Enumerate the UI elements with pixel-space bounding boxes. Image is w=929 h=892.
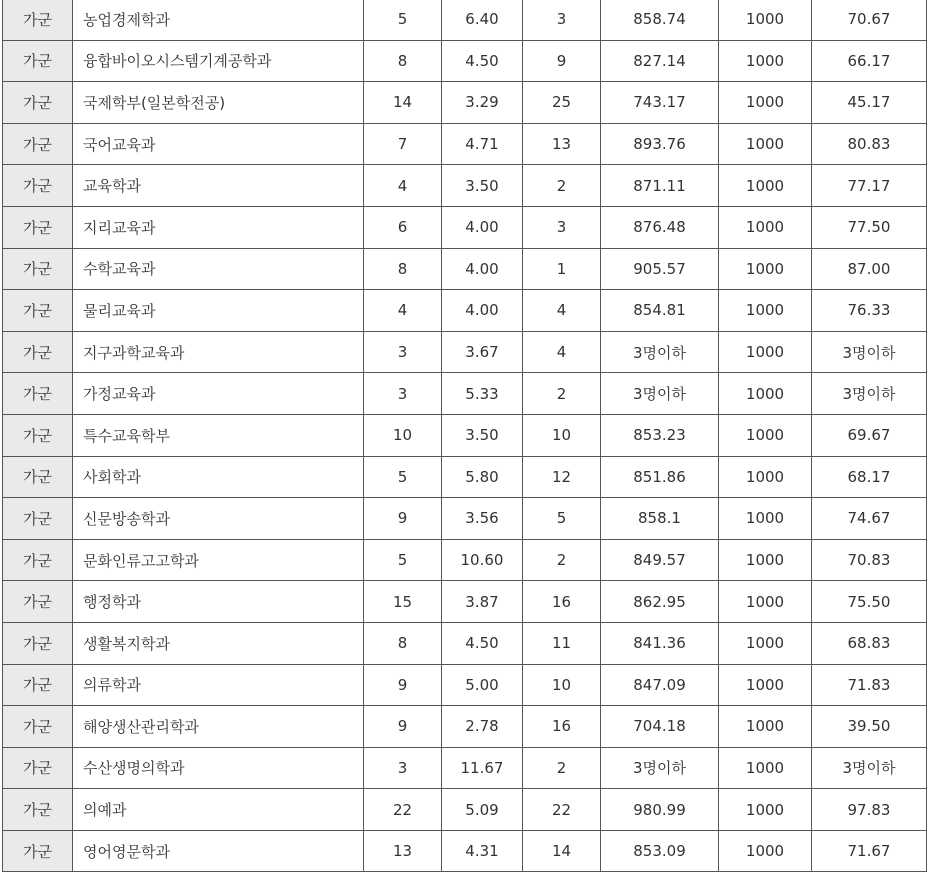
score-cell: 876.48 [601, 206, 719, 248]
group-cell: 가군 [3, 498, 73, 540]
competition-rate-cell: 4.00 [442, 248, 523, 290]
waitlist-cell: 2 [523, 539, 601, 581]
competition-rate-cell: 4.50 [442, 40, 523, 82]
group-cell: 가군 [3, 206, 73, 248]
score-cell: 854.81 [601, 290, 719, 332]
waitlist-cell: 2 [523, 373, 601, 415]
competition-rate-cell: 3.67 [442, 331, 523, 373]
percentile-cell: 76.33 [812, 290, 927, 332]
waitlist-cell: 1 [523, 248, 601, 290]
group-cell: 가군 [3, 664, 73, 706]
waitlist-cell: 3 [523, 0, 601, 40]
score-cell: 3명이하 [601, 373, 719, 415]
waitlist-cell: 2 [523, 165, 601, 207]
quota-cell: 9 [364, 706, 442, 748]
percentile-cell: 75.50 [812, 581, 927, 623]
competition-rate-cell: 4.00 [442, 290, 523, 332]
quota-cell: 5 [364, 539, 442, 581]
percentile-cell: 39.50 [812, 706, 927, 748]
max-score-cell: 1000 [719, 539, 812, 581]
waitlist-cell: 2 [523, 747, 601, 789]
quota-cell: 8 [364, 40, 442, 82]
waitlist-cell: 5 [523, 498, 601, 540]
percentile-cell: 3명이하 [812, 373, 927, 415]
score-cell: 871.11 [601, 165, 719, 207]
group-cell: 가군 [3, 331, 73, 373]
table-row [3, 539, 927, 581]
waitlist-cell: 13 [523, 123, 601, 165]
percentile-cell: 71.67 [812, 830, 927, 872]
table-row [3, 581, 927, 623]
percentile-cell: 3명이하 [812, 331, 927, 373]
table-row [3, 789, 927, 831]
quota-cell: 8 [364, 622, 442, 664]
quota-cell: 3 [364, 331, 442, 373]
competition-rate-cell: 3.50 [442, 414, 523, 456]
department-cell: 국어교육과 [73, 123, 364, 165]
waitlist-cell: 16 [523, 706, 601, 748]
max-score-cell: 1000 [719, 830, 812, 872]
department-cell: 지리교육과 [73, 206, 364, 248]
quota-cell: 3 [364, 747, 442, 789]
max-score-cell: 1000 [719, 498, 812, 540]
department-cell: 영어영문학과 [73, 830, 364, 872]
quota-cell: 8 [364, 248, 442, 290]
quota-cell: 9 [364, 664, 442, 706]
quota-cell: 6 [364, 206, 442, 248]
percentile-cell: 87.00 [812, 248, 927, 290]
department-cell: 국제학부(일본학전공) [73, 82, 364, 124]
table-row [3, 622, 927, 664]
department-cell: 수학교육과 [73, 248, 364, 290]
max-score-cell: 1000 [719, 123, 812, 165]
score-cell: 841.36 [601, 622, 719, 664]
table-row [3, 123, 927, 165]
group-cell: 가군 [3, 830, 73, 872]
quota-cell: 15 [364, 581, 442, 623]
percentile-cell: 45.17 [812, 82, 927, 124]
score-cell: 853.23 [601, 414, 719, 456]
group-cell: 가군 [3, 414, 73, 456]
department-cell: 농업경제학과 [73, 0, 364, 40]
quota-cell: 22 [364, 789, 442, 831]
competition-rate-cell: 3.50 [442, 165, 523, 207]
waitlist-cell: 22 [523, 789, 601, 831]
table-row [3, 0, 927, 40]
table-row [3, 206, 927, 248]
competition-rate-cell: 3.87 [442, 581, 523, 623]
score-cell: 858.74 [601, 0, 719, 40]
percentile-cell: 97.83 [812, 789, 927, 831]
competition-rate-cell: 5.33 [442, 373, 523, 415]
max-score-cell: 1000 [719, 331, 812, 373]
department-cell: 가정교육과 [73, 373, 364, 415]
table-row [3, 706, 927, 748]
max-score-cell: 1000 [719, 248, 812, 290]
quota-cell: 13 [364, 830, 442, 872]
max-score-cell: 1000 [719, 414, 812, 456]
competition-rate-cell: 4.71 [442, 123, 523, 165]
competition-rate-cell: 5.00 [442, 664, 523, 706]
score-cell: 743.17 [601, 82, 719, 124]
department-cell: 행정학과 [73, 581, 364, 623]
max-score-cell: 1000 [719, 622, 812, 664]
department-cell: 생활복지학과 [73, 622, 364, 664]
waitlist-cell: 10 [523, 414, 601, 456]
group-cell: 가군 [3, 456, 73, 498]
competition-rate-cell: 3.56 [442, 498, 523, 540]
quota-cell: 5 [364, 456, 442, 498]
score-cell: 704.18 [601, 706, 719, 748]
group-cell: 가군 [3, 747, 73, 789]
percentile-cell: 80.83 [812, 123, 927, 165]
competition-rate-cell: 4.00 [442, 206, 523, 248]
group-cell: 가군 [3, 622, 73, 664]
score-cell: 3명이하 [601, 747, 719, 789]
competition-rate-cell: 4.31 [442, 830, 523, 872]
percentile-cell: 68.17 [812, 456, 927, 498]
score-cell: 980.99 [601, 789, 719, 831]
admissions-table [2, 0, 927, 872]
department-cell: 특수교육학부 [73, 414, 364, 456]
waitlist-cell: 16 [523, 581, 601, 623]
group-cell: 가군 [3, 82, 73, 124]
department-cell: 문화인류고고학과 [73, 539, 364, 581]
max-score-cell: 1000 [719, 706, 812, 748]
group-cell: 가군 [3, 539, 73, 581]
max-score-cell: 1000 [719, 664, 812, 706]
max-score-cell: 1000 [719, 40, 812, 82]
quota-cell: 14 [364, 82, 442, 124]
group-cell: 가군 [3, 0, 73, 40]
competition-rate-cell: 5.09 [442, 789, 523, 831]
quota-cell: 4 [364, 165, 442, 207]
table-row [3, 82, 927, 124]
table-row [3, 456, 927, 498]
max-score-cell: 1000 [719, 747, 812, 789]
percentile-cell: 71.83 [812, 664, 927, 706]
group-cell: 가군 [3, 123, 73, 165]
department-cell: 융합바이오시스템기계공학과 [73, 40, 364, 82]
department-cell: 교육학과 [73, 165, 364, 207]
percentile-cell: 3명이하 [812, 747, 927, 789]
quota-cell: 9 [364, 498, 442, 540]
group-cell: 가군 [3, 706, 73, 748]
max-score-cell: 1000 [719, 581, 812, 623]
table-row [3, 830, 927, 872]
competition-rate-cell: 6.40 [442, 0, 523, 40]
percentile-cell: 70.67 [812, 0, 927, 40]
score-cell: 858.1 [601, 498, 719, 540]
group-cell: 가군 [3, 40, 73, 82]
score-cell: 853.09 [601, 830, 719, 872]
max-score-cell: 1000 [719, 290, 812, 332]
waitlist-cell: 3 [523, 206, 601, 248]
competition-rate-cell: 4.50 [442, 622, 523, 664]
department-cell: 신문방송학과 [73, 498, 364, 540]
waitlist-cell: 9 [523, 40, 601, 82]
table-row [3, 248, 927, 290]
max-score-cell: 1000 [719, 165, 812, 207]
table-row [3, 165, 927, 207]
quota-cell: 3 [364, 373, 442, 415]
group-cell: 가군 [3, 290, 73, 332]
table-row [3, 747, 927, 789]
percentile-cell: 68.83 [812, 622, 927, 664]
department-cell: 지구과학교육과 [73, 331, 364, 373]
max-score-cell: 1000 [719, 0, 812, 40]
department-cell: 물리교육과 [73, 290, 364, 332]
department-cell: 사회학과 [73, 456, 364, 498]
percentile-cell: 70.83 [812, 539, 927, 581]
competition-rate-cell: 3.29 [442, 82, 523, 124]
max-score-cell: 1000 [719, 206, 812, 248]
score-cell: 905.57 [601, 248, 719, 290]
percentile-cell: 66.17 [812, 40, 927, 82]
max-score-cell: 1000 [719, 82, 812, 124]
competition-rate-cell: 2.78 [442, 706, 523, 748]
department-cell: 의예과 [73, 789, 364, 831]
score-cell: 862.95 [601, 581, 719, 623]
max-score-cell: 1000 [719, 789, 812, 831]
waitlist-cell: 14 [523, 830, 601, 872]
score-cell: 827.14 [601, 40, 719, 82]
quota-cell: 4 [364, 290, 442, 332]
table-row [3, 331, 927, 373]
table-row [3, 414, 927, 456]
quota-cell: 10 [364, 414, 442, 456]
quota-cell: 7 [364, 123, 442, 165]
department-cell: 의류학과 [73, 664, 364, 706]
percentile-cell: 74.67 [812, 498, 927, 540]
competition-rate-cell: 11.67 [442, 747, 523, 789]
table-row [3, 373, 927, 415]
score-cell: 849.57 [601, 539, 719, 581]
waitlist-cell: 10 [523, 664, 601, 706]
waitlist-cell: 4 [523, 331, 601, 373]
table-row [3, 498, 927, 540]
table-row [3, 290, 927, 332]
department-cell: 해양생산관리학과 [73, 706, 364, 748]
group-cell: 가군 [3, 248, 73, 290]
group-cell: 가군 [3, 581, 73, 623]
table-row [3, 40, 927, 82]
score-cell: 851.86 [601, 456, 719, 498]
max-score-cell: 1000 [719, 456, 812, 498]
max-score-cell: 1000 [719, 373, 812, 415]
competition-rate-cell: 5.80 [442, 456, 523, 498]
score-cell: 893.76 [601, 123, 719, 165]
group-cell: 가군 [3, 373, 73, 415]
group-cell: 가군 [3, 789, 73, 831]
table-row [3, 664, 927, 706]
group-cell: 가군 [3, 165, 73, 207]
waitlist-cell: 25 [523, 82, 601, 124]
competition-rate-cell: 10.60 [442, 539, 523, 581]
score-cell: 3명이하 [601, 331, 719, 373]
score-cell: 847.09 [601, 664, 719, 706]
waitlist-cell: 12 [523, 456, 601, 498]
waitlist-cell: 11 [523, 622, 601, 664]
percentile-cell: 77.50 [812, 206, 927, 248]
percentile-cell: 77.17 [812, 165, 927, 207]
department-cell: 수산생명의학과 [73, 747, 364, 789]
quota-cell: 5 [364, 0, 442, 40]
percentile-cell: 69.67 [812, 414, 927, 456]
waitlist-cell: 4 [523, 290, 601, 332]
